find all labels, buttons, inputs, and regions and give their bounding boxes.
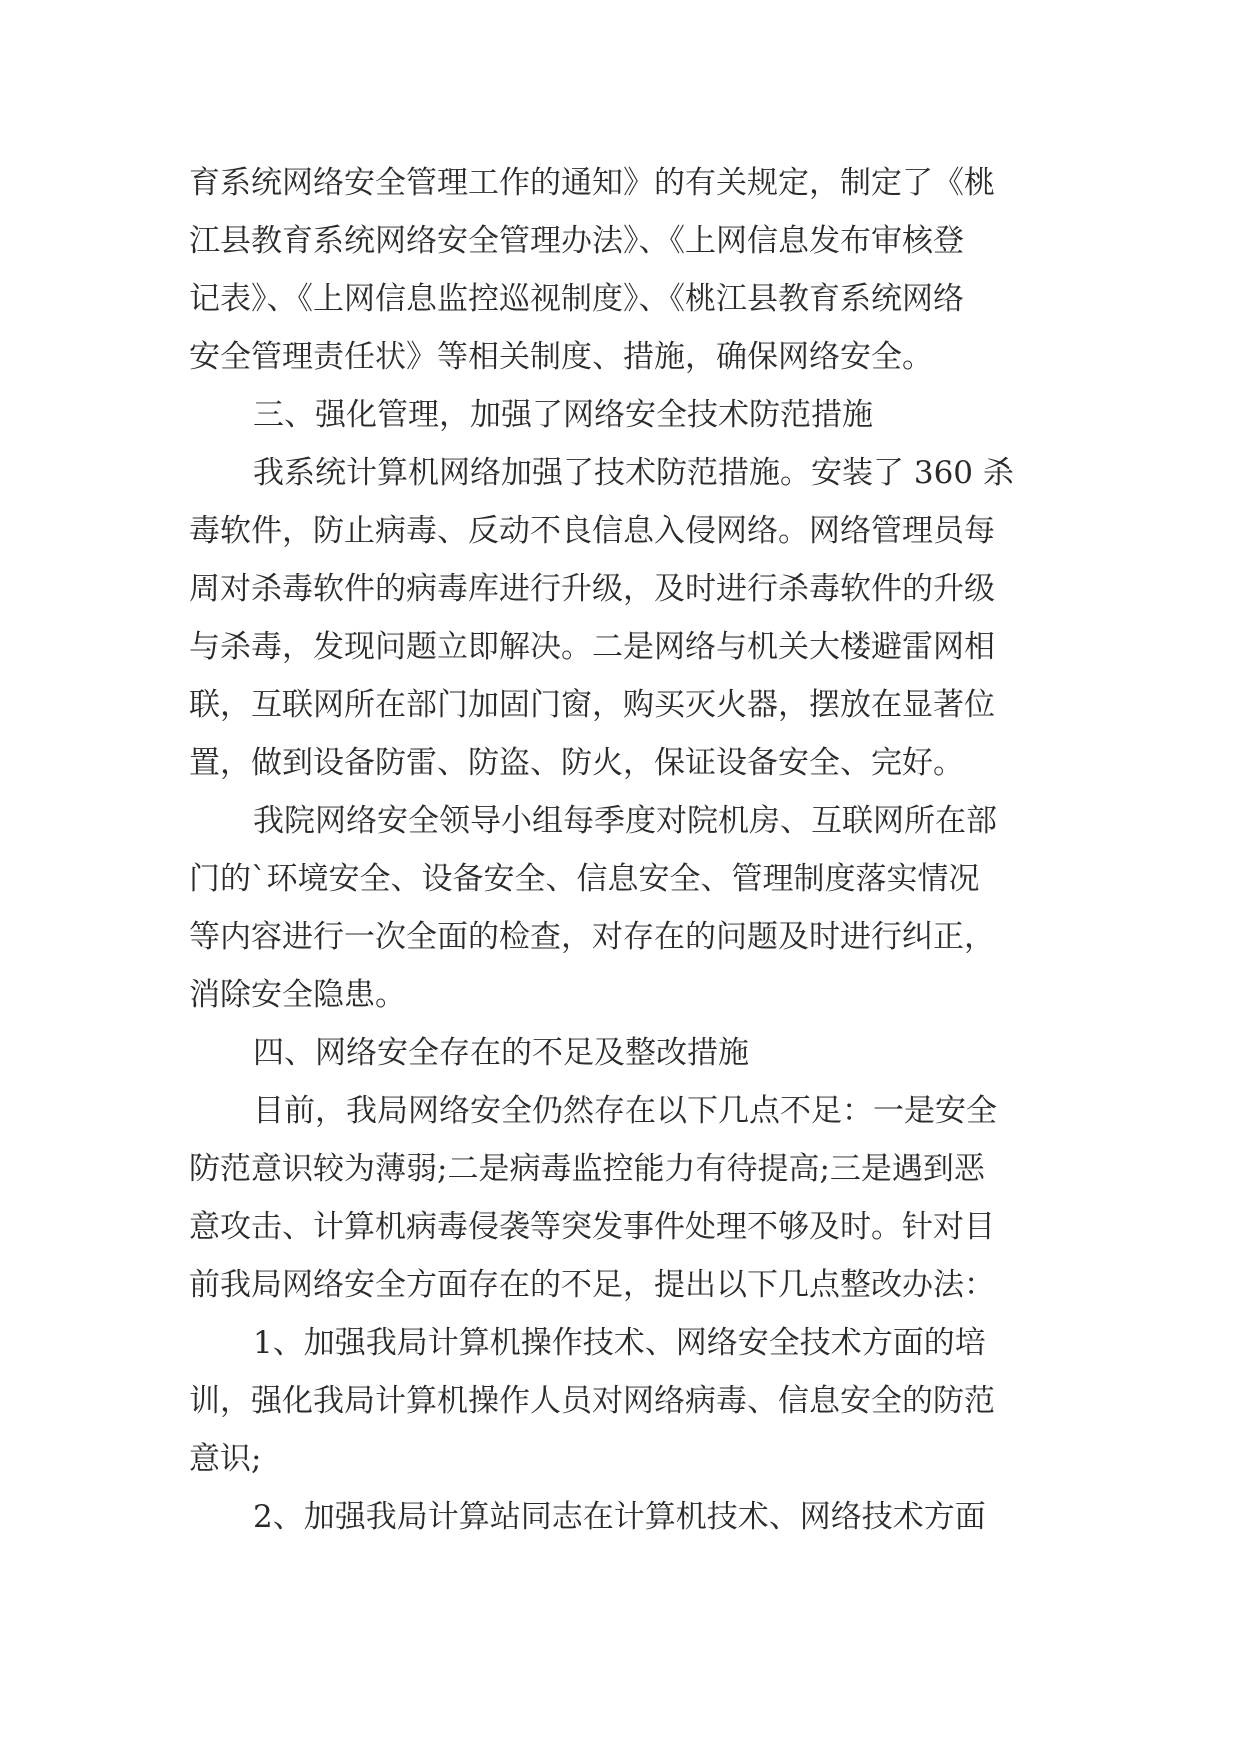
text-line: [0, 1372, 1241, 1430]
line-text: 消除安全隐患。: [189, 977, 406, 1013]
text-line: [0, 618, 1241, 676]
text-line: [0, 1314, 1241, 1372]
text-line: [0, 792, 1241, 850]
text-line: [0, 1256, 1241, 1314]
line-text: 目前，我局网络安全仍然存在以下几点不足：一是安全: [253, 1093, 997, 1129]
text-line: [0, 560, 1241, 618]
text-line: [0, 444, 1241, 502]
section-heading: [0, 1024, 1241, 1082]
text-line: [0, 1488, 1241, 1546]
line-text: 训，强化我局计算机操作人员对网络病毒、信息安全的防范: [189, 1383, 995, 1419]
line-text: 三、强化管理，加强了网络安全技术防范措施: [253, 397, 873, 433]
line-text: 我系统计算机网络加强了技术防范措施。安装了 360 杀: [253, 455, 1014, 491]
text-line: [0, 154, 1241, 212]
line-text: 我院网络安全领导小组每季度对院机房、互联网所在部: [253, 803, 997, 839]
line-text: 1、加强我局计算机操作技术、网络安全技术方面的培: [253, 1325, 986, 1361]
text-line: [0, 502, 1241, 560]
line-text: 育系统网络安全管理工作的通知》的有关规定，制定了《桃: [189, 165, 995, 201]
line-text: 前我局网络安全方面存在的不足，提出以下几点整改办法：: [189, 1267, 995, 1303]
line-text: 意识;: [189, 1441, 262, 1477]
line-text: 2、加强我局计算站同志在计算机技术、网络技术方面: [253, 1499, 986, 1535]
line-text: 周对杀毒软件的病毒库进行升级，及时进行杀毒软件的升级: [189, 571, 995, 607]
line-text: 四、网络安全存在的不足及整改措施: [253, 1035, 749, 1071]
text-line: [0, 1082, 1241, 1140]
text-line: [0, 1430, 1241, 1488]
text-line: [0, 734, 1241, 792]
line-text: 江县教育系统网络安全管理办法》、《上网信息发布审核登: [189, 223, 964, 259]
line-text: 等内容进行一次全面的检查，对存在的问题及时进行纠正，: [189, 919, 995, 955]
line-text: 防范意识较为薄弱;二是病毒监控能力有待提高;三是遇到恶: [189, 1151, 985, 1187]
line-text: 记表》、《上网信息监控巡视制度》、《桃江县教育系统网络: [189, 281, 964, 317]
text-line: [0, 850, 1241, 908]
text-line: [0, 676, 1241, 734]
line-text: 意攻击、计算机病毒侵袭等突发事件处理不够及时。针对目: [189, 1209, 995, 1245]
line-text: 毒软件，防止病毒、反动不良信息入侵网络。网络管理员每: [189, 513, 995, 549]
line-text: 置，做到设备防雷、防盗、防火，保证设备安全、完好。: [189, 745, 964, 781]
text-line: [0, 212, 1241, 270]
line-text: 联，互联网所在部门加固门窗，购买灭火器，摆放在显著位: [189, 687, 995, 723]
text-line: [0, 328, 1241, 386]
section-heading: [0, 386, 1241, 444]
text-line: [0, 1140, 1241, 1198]
text-line: [0, 908, 1241, 966]
text-line: [0, 270, 1241, 328]
text-line: [0, 1198, 1241, 1256]
line-text: 门的`环境安全、设备安全、信息安全、管理制度落实情况: [189, 861, 980, 897]
line-text: 安全管理责任状》等相关制度、措施，确保网络安全。: [189, 339, 933, 375]
text-line: [0, 966, 1241, 1024]
line-text: 与杀毒，发现问题立即解决。二是网络与机关大楼避雷网相: [189, 629, 995, 665]
